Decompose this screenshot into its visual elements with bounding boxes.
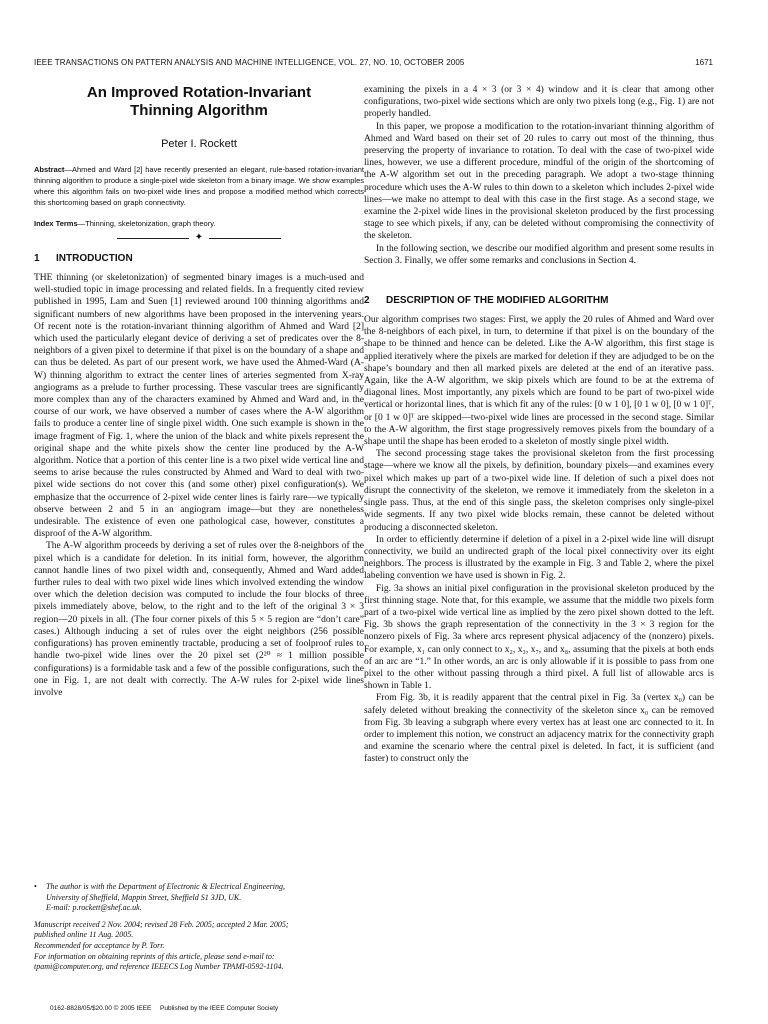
- paragraph: In order to efficiently determine if deletion of a pixel in a 2-pixel wide line will disrupt connectivity, we build an undirected graph of the local pixel connectivity over its eight neighbors. The process is illustrated by the example in Fig. 3 and Table 2, where the pixel labeling convention we have used is shown in Fig. 2.: [364, 534, 714, 582]
- manuscript-line: tpami@computer.org, and reference IEEECS Log Number TPAMI-0592-1104.: [34, 962, 284, 972]
- publisher-line: Published by the IEEE Computer Society: [160, 1005, 279, 1012]
- diamond-icon: ✦: [194, 232, 204, 243]
- manuscript-line: Recommended for acceptance by P. Torr.: [34, 940, 165, 950]
- paragraph: The A-W algorithm proceeds by deriving a set of rules over the 8-neighbors of the pixel which is a candidate for deletion. In its initial form, however, the algorithm cannot handle lines of two pixel width and, consequently, Ahmed and Ward added further rules to deal with two pixel wide lines which involved extending the window over which the deletion decision was computed to include the four blocks of three pixels immediately above, below, to the right and to the left of the original 3 × 3 region—20 pixels in all. (The four corner pixels of this 5 × 5 region are “don’t care” cases.) Although inducing a set of rules over the eight neighbors (256 possible configurations) has proven eminently tractable, producing a set of foolproof rules to handle two-pixel wide lines over the 20 pixel set (2²⁰ ≈ 1 million possible configurations) is a formidable task and a few of the possible configurations, such the one in Fig. 1, are not dealt with correctly. The A-W rules for 2-pixel wide lines involve: [34, 541, 364, 698]
- manuscript-line: For information on obtaining reprints of this article, please send e-mail to:: [34, 951, 275, 961]
- index-terms: [34, 218, 364, 229]
- running-header: IEEE TRANSACTIONS ON PATTERN ANALYSIS AND MACHINE INTELLIGENCE, VOL. 27, NO. 10, OCTOBER 2005: [34, 58, 465, 67]
- abstract: [34, 164, 364, 208]
- issn-line: 0162-8828/05/$20.00 © 2005 IEEE: [50, 1005, 152, 1012]
- paragraph: In the following section, we describe our modified algorithm and present some results in Section 3. Finally, we offer some remarks and conclusions in Section 4.: [364, 243, 714, 266]
- paragraph: Fig. 3a shows an initial pixel configuration in the provisional skeleton produced by the first thinning stage. Note that, for this example, we assume that the middle two pixels form part of a two-pixel wide vertical line as implied by the zero pixel shown dotted to the left. Fig. 3b shows the graph representation of the connectivity in the 3 × 3 region for the nonzero pixels of Fig. 3a where arcs represent physical adjacency of the (nonzero) pixels. For example, x₁ can only connect to x₂, x₃, x₇, and x₈, assuming that the pixels at both ends of an arc are “1.” In other words, an arc is only allowable if it is possible to pass from one pixel to the other without passing through a third pixel. A full list of allowable arcs is shown in Table 1.: [364, 583, 714, 692]
- paragraph: In this paper, we propose a modification to the rotation-invariant thinning algorithm of Ahmed and Ward based on their set of 20 rules to carry out most of the thinning, thus preserving the property of invariance to rotation. To deal with the case of two-pixel wide lines, however, we use a different procedure, mindful of the origin of the shortcoming of the A-W algorithm set out in the preceding paragraph. We adopt a two-stage thinning procedure which uses the A-W rules to thin down to a skeleton which includes 2-pixel wide lines—we make no attempt to deal with this case in the first stage. As a second stage, we examine the 2-pixel wide lines in the provisional skeleton produced by the first processing stage to see which pixels, if any, can be deleted without compromising the connectivity of the skeleton.: [364, 121, 714, 242]
- paragraph: The second processing stage takes the provisional skeleton from the first processing stage—where we know all the pixels, by definition, boundary pixels—and examines every pixel which makes up part of a two-pixel wide line. If deletion of such a pixel does not disrupt the connectivity of the skeleton, we remove it immediately from the skeleton in a single pass. Thus, at the end of this single pass, the skeleton comprises only single-pixel wide segments. If any two pixel wide blocks remain, these cannot be deleted without producing a disconnected skeleton.: [364, 449, 714, 533]
- footnote-line: University of Sheffield, Mappin Street, Sheffield S1 3JD, UK.: [46, 892, 242, 902]
- paper-title: [34, 84, 364, 120]
- left-column: [34, 84, 364, 699]
- page-number: 1671: [695, 58, 713, 67]
- paragraph: THE thinning (or skeletonization) of segmented binary images is a much-used and well-studied topic in image processing and related fields. In a frequently cited review published in 1995, Lam and Suen [1] reviewed around 100 thinning algorithms and significant numbers of new algorithms have been proposed in the intervening years. Of recent note is the rotation-invariant thinning algorithm of Ahmed and Ward [2] which used the particularly elegant device of deriving a set of predicates over the 8-neighbors of a given pixel to determine if that pixel is on the boundary of a shape and can thus be deleted. As part of our present work, we have used the Ahmed-Ward (A-W) thinning algorithm to extract the center lines of arteries segmented from X-ray angiograms as a prelude to further processing. These vascular trees are significantly more complex than any of the characters examined by Ahmed and Ward and, in the course of our work, we have observed a number of cases where the A-W algorithm fails to produce a center line of single pixel width. One such example is shown in the image fragment of Fig. 1, where the union of the black and white pixels represent the original shape and the white pixels show the center line produced by the A-W algorithm. Notice that a portion of this center line is a two pixel wide vertical line and seems to arise because the rules constructed by Ahmed and Ward to deal with two-pixel wide sections do not cover this (and some other) pixel configuration(s). We emphasize that the occurrence of 2-pixel wide center lines is fairly rare—we typically observe between 2 and 5 in an angiogram image—but they are nonetheless undesirable. The existence of even one pathological case, however, constitutes a disproof of the A-W algorithm.: [34, 273, 364, 540]
- section-number: 1: [34, 253, 40, 264]
- index-terms-text: —Thinning, skeletonization, graph theory.: [77, 219, 216, 228]
- footnotes: [34, 882, 364, 973]
- manuscript-line: published online 11 Aug. 2005.: [34, 930, 134, 940]
- author-name: Peter I. Rockett: [161, 138, 237, 150]
- title-line-1: An Improved Rotation-Invariant: [86, 84, 312, 101]
- section-title: INTRODUCTION: [56, 253, 133, 264]
- section-number: 2: [364, 295, 370, 307]
- bullet-icon: •: [34, 882, 37, 891]
- divider-line-left: [117, 238, 189, 239]
- paragraph: Our algorithm comprises two stages: First, we apply the 20 rules of Ahmed and Ward over the 8-neighbors of each pixel, in turn, to determine if that pixel is on the boundary of the shape to be thinned and hence can be deleted. Like the A-W algorithm, this first stage is applied iteratively where the pixels are marked for deletion if they are adjudged to be on the shape’s boundary and then all marked pixels are deleted at the end of an iterative pass. Again, like the A-W algorithm, we skip pixels which are found to be at the extrema of diagonal lines. Most importantly, any pixels which are found to be part of two-pixel wide vertical or horizontal lines, that is which fit any of the rules: [0 w 1 0], [0 1 w 0], [0 w 1 0]ᵀ, or [0 1 w 0]ᵀ are skipped—two-pixel wide lines are processed in the second stage. Similar to the A-W algorithm, the first stage progressively removes pixels from the boundary of a shape until the shape has been eroded to a skeleton of mostly single pixel width.: [364, 315, 714, 448]
- paragraph: From Fig. 3b, it is readily apparent that the central pixel in Fig. 3a (vertex x₀) can be safely deleted without breaking the connectivity of the skeleton since x₀ can be removed from Fig. 3b leaving a subgraph where every vertex has at least one arc connected to it. In order to implement this notion, we construct an adjacency matrix for the connectivity graph and examine the scenario where the central pixel is deleted. In fact, it is sufficient (and faster) to construct only the: [364, 693, 714, 765]
- footnote-line: E-mail: p.rockett@shef.ac.uk.: [46, 903, 142, 913]
- section-title: DESCRIPTION OF THE MODIFIED ALGORITHM: [386, 295, 609, 307]
- abstract-text: —Ahmed and Ward [2] have recently presented an elegant, rule-based rotation-invariant thinning algorithm to produce a single-pixel wide skeleton from a binary image. We show examples where this algorithm fails on two-pixel wide lines and propose a modified method which corrects this shortcoming based on graph connectivity.: [34, 165, 364, 207]
- title-line-2: Thinning Algorithm: [130, 102, 268, 119]
- divider-line-right: [209, 238, 281, 239]
- footnote-line: • The author is with the Department of Electronic & Electrical Engineering,: [34, 882, 285, 891]
- abstract-label: Abstract: [34, 165, 65, 174]
- section-divider: [34, 233, 364, 243]
- paragraph: examining the pixels in a 4 × 3 (or 3 × 4) window and it is clear that among other configurations, two-pixel wide sections which are only two pixels long (e.g., Fig. 1) are not properly handled.: [364, 85, 714, 120]
- right-column: [364, 84, 714, 766]
- index-terms-label: Index Terms: [34, 219, 78, 228]
- section-1-heading: [34, 253, 364, 264]
- manuscript-line: Manuscript received 2 Nov. 2004; revised 28 Feb. 2005; accepted 2 Mar. 2005;: [34, 919, 289, 929]
- section-2-heading: [364, 295, 714, 306]
